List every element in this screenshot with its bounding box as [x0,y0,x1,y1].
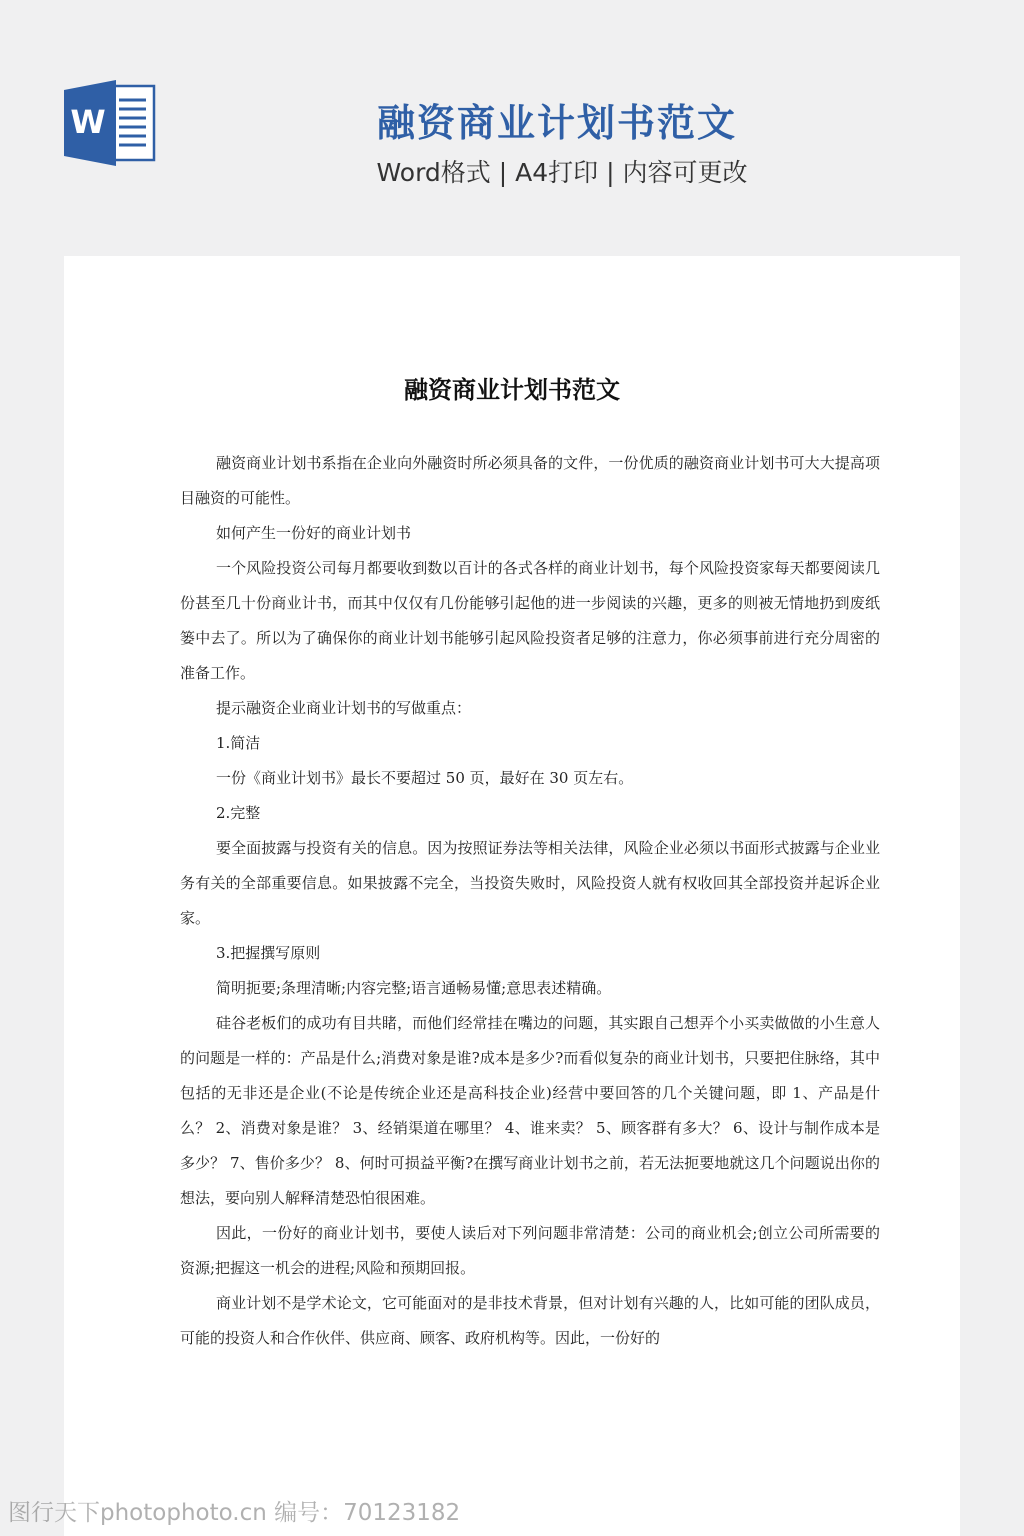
paragraph: 因此，一份好的商业计划书，要使人读后对下列问题非常清楚：公司的商业机会;创立公司所需要的资源;把握这一机会的进程;风险和预期回报。 [180,1224,880,1277]
paragraph: 2.完整 [216,804,261,822]
paragraph: 要全面披露与投资有关的信息。因为按照证券法等相关法律，风险企业必须以书面形式披露与企业业务有关的全部重要信息。如果披露不完全，当投资失败时，风险投资人就有权收回其全部投资并起诉企业家。 [180,839,880,927]
word-logo-letter: W [70,103,106,141]
paragraph: 简明扼要;条理清晰;内容完整;语言通畅易懂;意思表述精确。 [216,979,612,997]
paragraph: 硅谷老板们的成功有目共睹，而他们经常挂在嘴边的问题，其实跟自己想弄个小买卖做做的小生意人的问题是一样的：产品是什么;消费对象是谁?成本是多少?而看似复杂的商业计划书，只要把住脉络，其中包括的无非还是企业(不论是传统企业还是高科技企业)经营中要回答的几个关键问题，即 1、产品是什么？ 2、消费对象是谁？ 3、经销渠道在哪里？ 4、谁来卖？ 5、顾客群有多大？ 6、设计与制作成本是多少？ 7、售价多少？ 8、何时可损益平衡?在撰写商业计划书之前，若无法扼要地就这几个问题说出你的想法，要向别人解释清楚恐怕很困难。 [180,1014,880,1207]
paragraph: 一份《商业计划书》最长不要超过 50 页，最好在 30 页左右。 [216,769,634,787]
paragraph: 一个风险投资公司每月都要收到数以百计的各式各样的商业计划书，每个风险投资家每天都要阅读几份甚至几十份商业计书，而其中仅仅有几份能够引起他的进一步阅读的兴趣，更多的则被无情地扔到废纸篓中去了。所以为了确保你的商业计划书能够引起风险投资者足够的注意力，你必须事前进行充分周密的准备工作。 [180,559,880,682]
document-body [180,446,880,1356]
paragraph: 提示融资企业商业计划书的写做重点： [216,699,472,717]
banner [0,0,1024,256]
paragraph: 商业计划不是学术论文，它可能面对的是非技术背景，但对计划有兴趣的人，比如可能的团队成员，可能的投资人和合作伙伴、供应商、顾客、政府机构等。因此，一份好的 [180,1294,880,1347]
paragraph: 融资商业计划书系指在企业向外融资时所必须具备的文件，一份优质的融资商业计划书可大大提高项目融资的可能性。 [180,454,880,507]
document-page [64,256,960,1536]
paragraph: 如何产生一份好的商业计划书 [216,524,412,542]
paragraph: 1.简洁 [216,734,261,752]
banner-title: 融资商业计划书范文 [376,101,737,145]
watermark: 图行天下photophoto.cn 编号：70123182 [8,1500,461,1526]
paragraph: 3.把握撰写原则 [216,944,321,962]
banner-subtitle: Word格式 | A4打印 | 内容可更改 [376,158,748,187]
document-title: 融资商业计划书范文 [404,375,620,404]
